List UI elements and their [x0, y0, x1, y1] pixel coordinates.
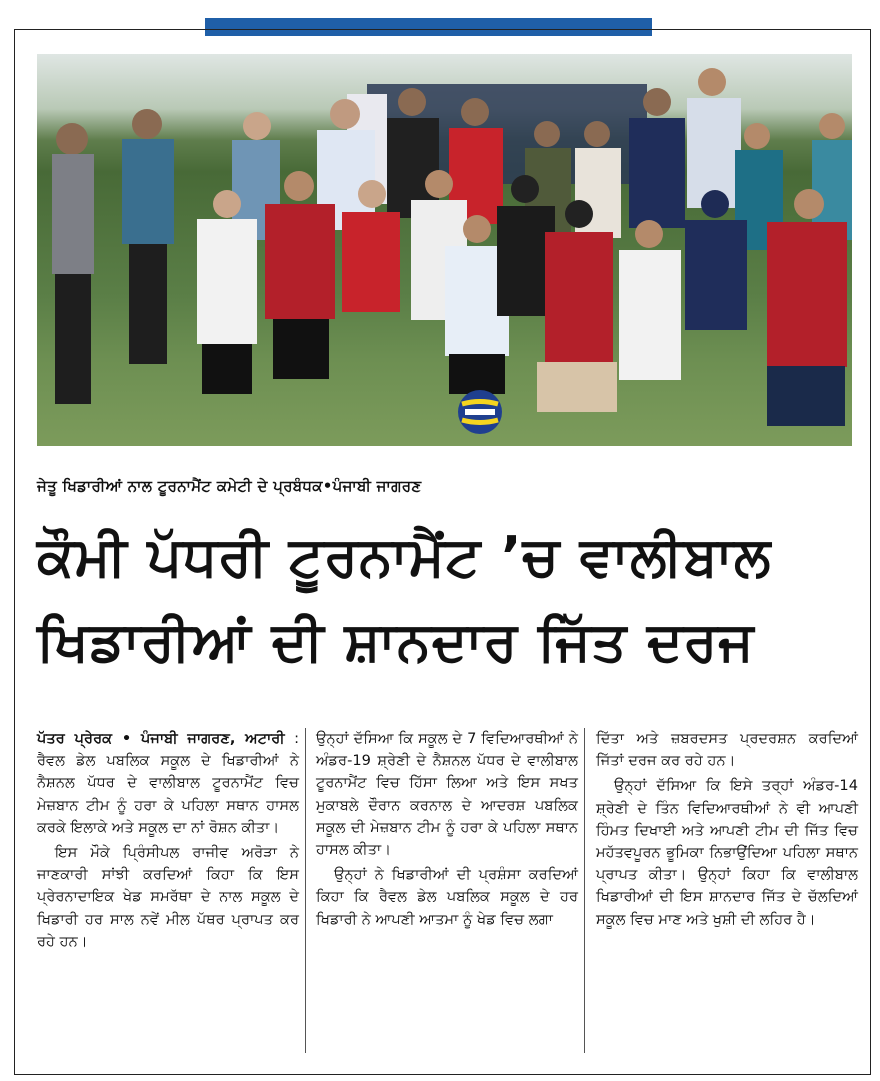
headline-line-1: ਕੌਮੀ ਪੱਧਰੀ ਟੂਰਨਾਮੈਂਟ ’ਚ ਵਾਲੀਬਾਲ [37, 525, 772, 588]
article-paragraph: ਉਨ੍ਹਾਂ ਨੇ ਖਿਡਾਰੀਆਂ ਦੀ ਪ੍ਰਸ਼ੰਸਾ ਕਰਦਿਆਂ ਕਿਹਾ ਕਿ ਰੈਵਲ ਡੇਲ ਪਬਲਿਕ ਸਕੂਲ ਦੇ ਹਰ ਖਿਡਾਰੀ ਨੇ ਆਪਣੀ ਆਤਮਾ ਨੂੰ ਖੇਡ ਵਿਚ ਲਗਾ [316, 866, 578, 928]
article-paragraph: ਦਿੱਤਾ ਅਤੇ ਜ਼ਬਰਦਸਤ ਪ੍ਰਦਰਸ਼ਨ ਕਰਦਿਆਂ ਜਿੱਤਾਂ ਦਰਜ ਕਰ ਰਹੇ ਹਨ। [596, 730, 858, 770]
headline-line-2: ਖਿਡਾਰੀਆਂ ਦੀ ਸ਼ਾਨਦਾਰ ਜਿੱਤ ਦਰਜ [37, 610, 755, 673]
article-column-3 [596, 728, 858, 934]
column-divider [584, 728, 585, 1053]
article-paragraph [37, 728, 299, 839]
article-paragraph: ਇਸ ਮੌਕੇ ਪ੍ਰਿੰਸੀਪਲ ਰਾਜੀਵ ਅਰੋੜਾ ਨੇ ਜਾਣਕਾਰੀ ਸਾਂਝੀ ਕਰਦਿਆਂ ਕਿਹਾ ਕਿ ਇਸ ਪ੍ਰੇਰਨਾਦਾਇਕ ਖੇਡ ਸਮਰੱਥਾ ਦੇ ਨਾਲ ਸਕੂਲ ਦੇ ਖਿਡਾਰੀ ਹਰ ਸਾਲ ਨਵੇਂ ਮੀਲ ਪੱਥਰ ਪ੍ਰਾਪਤ ਕਰ ਰਹੇ ਹਨ। [37, 844, 299, 950]
article-column-1 [37, 728, 299, 956]
column-divider [305, 728, 306, 1053]
byline: ਪੱਤਰ ਪ੍ਰੇਰਕ • ਪੰਜਾਬੀ ਜਾਗਰਣ, ਅਟਾਰੀ [37, 730, 285, 747]
article-paragraph: ਉਨ੍ਹਾਂ ਦੱਸਿਆ ਕਿ ਇਸੇ ਤਰ੍ਹਾਂ ਅੰਡਰ-14 ਸ਼੍ਰੇਣੀ ਦੇ ਤਿੰਨ ਵਿਦਿਆਰਥੀਆਂ ਨੇ ਵੀ ਆਪਣੀ ਹਿੰਮਤ ਦਿਖਾਈ ਅਤੇ ਆਪਣੀ ਟੀਮ ਦੀ ਜਿੱਤ ਵਿਚ ਮਹੱਤਵਪੂਰਨ ਭੂਮਿਕਾ ਨਿਭਾਉਂਦਿਆ ਪਹਿਲਾ ਸਥਾਨ ਪ੍ਰਾਪਤ ਕੀਤਾ। ਉਨ੍ਹਾਂ ਕਿਹਾ ਕਿ ਵਾਲੀਬਾਲ ਖਿਡਾਰੀਆਂ ਦੀ ਇਸ ਸ਼ਾਨਦਾਰ ਜਿੱਤ ਦੇ ਚੱਲਦਿਆਂ ਸਕੂਲ ਵਿਚ ਮਾਣ ਅਤੇ ਖੁਸ਼ੀ ਦੀ ਲਹਿਰ ਹੈ। [596, 777, 858, 928]
article-column-2 [316, 728, 578, 934]
news-photo [37, 54, 852, 446]
team-photo-illustration [37, 54, 852, 446]
paragraph-text: : ਰੈਵਲ ਡੇਲ ਪਬਲਿਕ ਸਕੂਲ ਦੇ ਖਿਡਾਰੀਆਂ ਨੇ ਨੈਸ਼ਨਲ ਪੱਧਰ ਦੇ ਵਾਲੀਬਾਲ ਟੂਰਨਾਮੈਂਟ ਵਿਚ ਮੇਜ਼ਬਾਨ ਟੀਮ ਨੂੰ ਹਰਾ ਕੇ ਪਹਿਲਾ ਸਥਾਨ ਹਾਸਲ ਕਰਕੇ ਇਲਾਕੇ ਅਤੇ ਸਕੂਲ ਦਾ ਨਾਂ ਰੋਸ਼ਨ ਕੀਤਾ। [37, 730, 300, 836]
photo-caption: ਜੇਤੂ ਖਿਡਾਰੀਆਂ ਨਾਲ ਟੂਰਨਾਮੈਂਟ ਕਮੇਟੀ ਦੇ ਪ੍ਰਬੰਧਕ•ਪੰਜਾਬੀ ਜਾਗਰਣ [37, 477, 422, 495]
article-paragraph: ਉਨ੍ਹਾਂ ਦੱਸਿਆ ਕਿ ਸਕੂਲ ਦੇ 7 ਵਿਦਿਆਰਥੀਆਂ ਨੇ ਅੰਡਰ-19 ਸ਼੍ਰੇਣੀ ਦੇ ਨੈਸ਼ਨਲ ਪੱਧਰ ਦੇ ਵਾਲੀਬਾਲ ਟੂਰਨਾਮੈਂਟ ਵਿਚ ਹਿੱਸਾ ਲਿਆ ਅਤੇ ਇਸ ਸਖਤ ਮੁਕਾਬਲੇ ਦੌਰਾਨ ਕਰਨਾਲ ਦੇ ਆਦਰਸ਼ ਪਬਲਿਕ ਸਕੂਲ ਦੀ ਮੇਜ਼ਬਾਨ ਟੀਮ ਨੂੰ ਹਰਾ ਕੇ ਪਹਿਲਾ ਸਥਾਨ ਹਾਸਲ ਕੀਤਾ। [316, 730, 578, 859]
